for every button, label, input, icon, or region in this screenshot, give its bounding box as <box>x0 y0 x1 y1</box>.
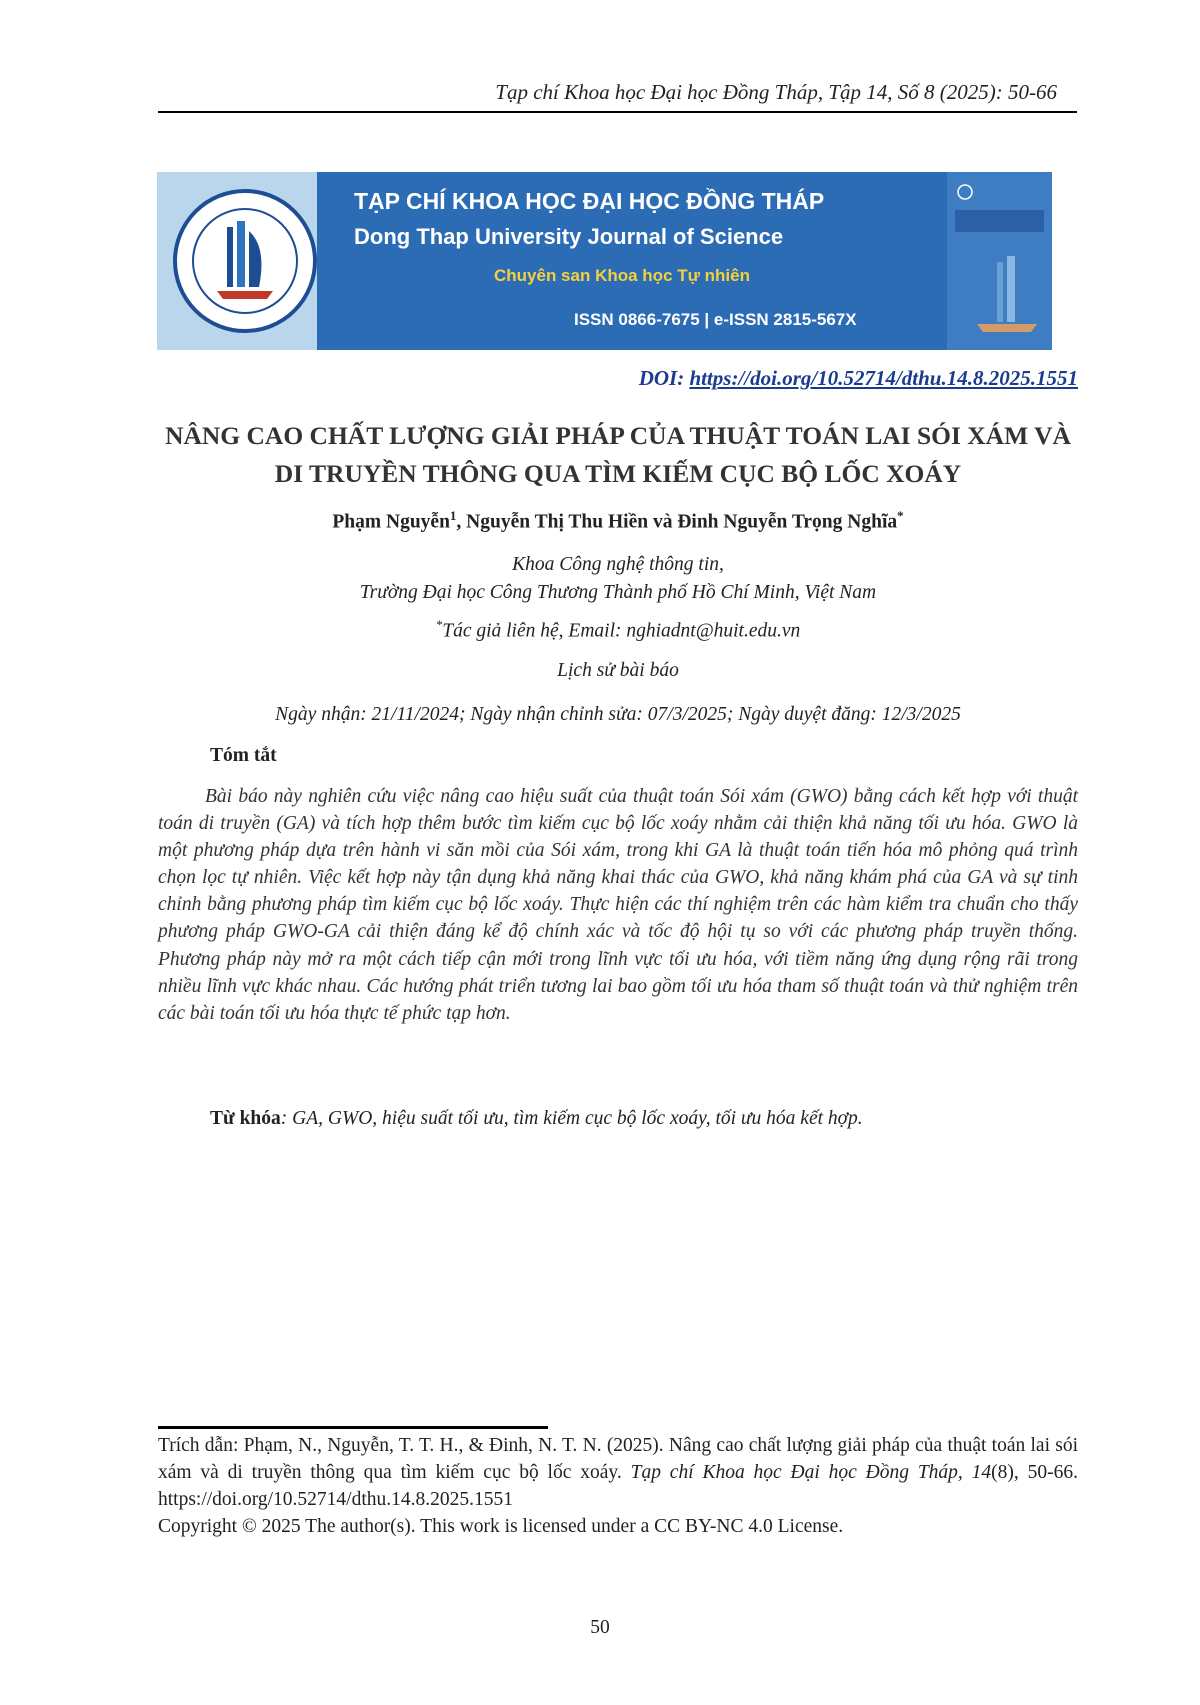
copyright-line: Copyright © 2025 The author(s). This work is licensed under a CC BY-NC 4.0 License. <box>158 1516 844 1537</box>
keywords <box>210 1108 1078 1130</box>
keywords-text: : GA, GWO, hiệu suất tối ưu, tìm kiếm cục bộ lốc xoáy, tối ưu hóa kết hợp. <box>280 1108 863 1129</box>
abstract-body: Bài báo này nghiên cứu việc nâng cao hiệu suất của thuật toán Sói xám (GWO) bằng cách kết hợp với thuật toán di truyền (GA) và tích hợp thêm bước tìm kiếm cục bộ lốc xoáy nhằm cải thiện khả năng tối ưu hóa. GWO là một phương pháp dựa trên hành vi săn mồi của Sói xám, trong khi GA là thuật toán tiến hóa mô phỏng quá trình chọn lọc tự nhiên. Việc kết hợp này tận dụng khả năng khai thác của GWO, khả năng khám phá của GA và sự tinh chỉnh bằng phương pháp tìm kiếm cục bộ lốc xoáy. Thực hiện các thí nghiệm trên các hàm kiểm tra chuẩn cho thấy phương pháp GWO-GA cải thiện đáng kể độ chính xác và tốc độ hội tụ so với các phương pháp truyền thống. Phương pháp này mở ra một cách tiếp cận mới trong lĩnh vực tối ưu hóa, với tiềm năng ứng dụng rộng rãi trong nhiều lĩnh vực khác nhau. Các hướng phát triển tương lai bao gồm tối ưu hóa tham số thuật toán và thử nghiệm trên các bài toán tối ưu hóa thực tế phức tạp hơn. <box>158 786 1078 1024</box>
citation-part-a: Trích dẫn: Phạm, N., Nguyễn, T. T. H., & Đinh, N. T. N. (2025). Nâng cao chất lượng giải pháp của thuật toán lai sói xám và di truyền thông qua tìm kiếm cục bộ lốc xoáy. <box>158 1435 1078 1483</box>
contact-text: Tác giả liên hệ, Email: nghiadnt@huit.edu.vn <box>442 620 801 642</box>
citation <box>158 1432 1078 1513</box>
author-list <box>158 508 1078 534</box>
journal-banner <box>157 172 1052 350</box>
abstract-heading: Tóm tắt <box>210 745 277 766</box>
article-title: NÂNG CAO CHẤT LƯỢNG GIẢI PHÁP CỦA THUẬT TOÁN LAI SÓI XÁM VÀ DI TRUYỀN THÔNG QUA TÌM KIẾM CỤC BỘ LỐC XOÁY <box>165 421 1071 488</box>
banner-text-block <box>332 172 932 350</box>
author-1-affiliation-mark: 1 <box>449 508 457 523</box>
header-rule <box>158 111 1077 113</box>
history-label: Lịch sử bài báo <box>557 660 679 681</box>
affiliation-line-1: Khoa Công nghệ thông tin, <box>512 554 724 575</box>
affiliation-line-2: Trường Đại học Công Thương Thành phố Hồ Chí Minh, Việt Nam <box>359 582 877 603</box>
citation-part-b: (8), 50-66. https://doi.org/10.52714/dthu.14.8.2025.1551 <box>158 1462 1078 1510</box>
corresponding-contact <box>158 617 1078 643</box>
cover-graphic-icon <box>947 172 1052 350</box>
banner-title-en: Dong Thap University Journal of Science <box>354 224 784 249</box>
running-head: Tạp chí Khoa học Đại học Đồng Tháp, Tập 14, Số 8 (2025): 50-66 <box>495 80 1057 104</box>
doi-link[interactable]: https://doi.org/10.52714/dthu.14.8.2025.1551 <box>689 366 1078 390</box>
author-1: Phạm Nguyễn <box>332 511 450 533</box>
footnote-rule <box>158 1426 548 1429</box>
other-authors: , Nguyễn Thị Thu Hiền và Đinh Nguyễn Trọng Nghĩa <box>456 511 898 533</box>
journal-cover-thumbnail <box>947 172 1052 350</box>
doi-label: DOI: <box>638 366 685 390</box>
contact-mark: * <box>435 617 443 632</box>
page-number: 50 <box>590 1617 610 1638</box>
university-logo-icon <box>171 187 319 335</box>
banner-logo-panel <box>157 172 317 350</box>
history-dates: Ngày nhận: 21/11/2024; Ngày nhận chỉnh sửa: 07/3/2025; Ngày duyệt đăng: 12/3/2025 <box>275 704 961 725</box>
affiliation <box>158 551 1078 607</box>
banner-section: Chuyên san Khoa học Tự nhiên <box>494 266 750 285</box>
keywords-label: Từ khóa <box>210 1108 281 1129</box>
banner-title-vi: TẠP CHÍ KHOA HỌC ĐẠI HỌC ĐỒNG THÁP <box>354 188 825 214</box>
doi-line <box>158 366 1078 391</box>
corresponding-mark: * <box>897 508 904 523</box>
banner-issn: ISSN 0866-7675 | e-ISSN 2815-567X <box>574 310 857 329</box>
citation-journal: Tạp chí Khoa học Đại học Đồng Tháp, 14 <box>630 1462 992 1483</box>
